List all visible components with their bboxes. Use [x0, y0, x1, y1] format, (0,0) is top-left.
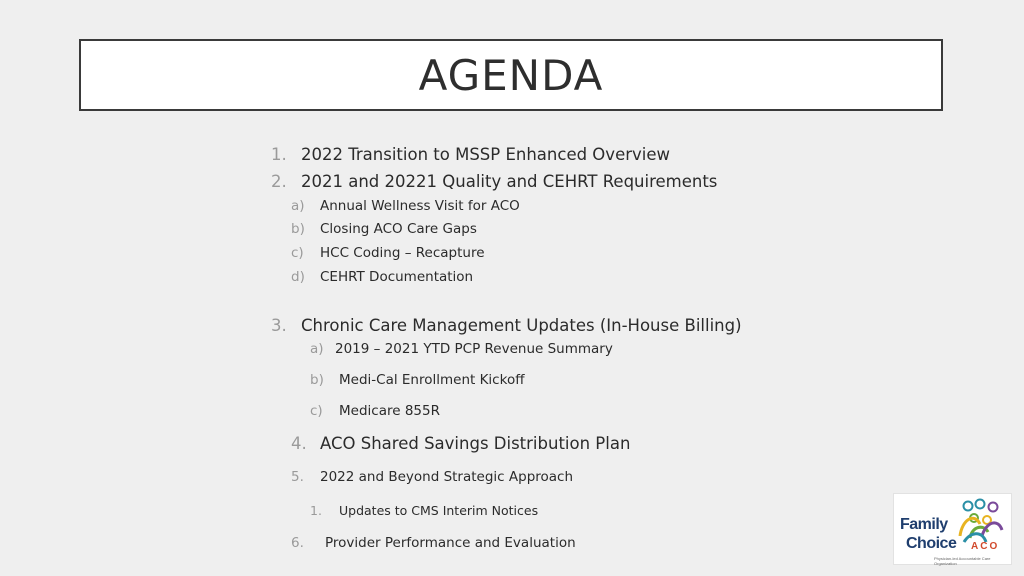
- agenda-item-number: 6.: [291, 535, 304, 551]
- agenda-item-number: d): [291, 269, 305, 285]
- agenda-item-text: Annual Wellness Visit for ACO: [320, 198, 520, 214]
- agenda-item-number: 3.: [271, 316, 287, 335]
- agenda-item-text: HCC Coding – Recapture: [320, 245, 485, 261]
- logo-word-aco: ACO: [971, 541, 1000, 552]
- agenda-item-text: Provider Performance and Evaluation: [325, 535, 576, 551]
- agenda-item-text: Updates to CMS Interim Notices: [339, 503, 539, 518]
- agenda-item-text: Medi-Cal Enrollment Kickoff: [339, 372, 525, 388]
- agenda-item-number: a): [291, 198, 305, 214]
- agenda-item-number: 5.: [291, 469, 304, 485]
- agenda-item-number: a): [310, 341, 324, 357]
- agenda-item-number: c): [291, 245, 304, 261]
- logo-word-family: Family: [900, 516, 948, 533]
- agenda-item-text: CEHRT Documentation: [320, 269, 474, 285]
- agenda-item-number: b): [310, 372, 324, 388]
- title-box: [79, 39, 943, 111]
- logo-word-choice: Choice: [906, 535, 957, 552]
- agenda-item-text: 2021 and 20221 Quality and CEHRT Requirements: [301, 172, 718, 191]
- agenda-item-text: 2019 – 2021 YTD PCP Revenue Summary: [335, 341, 613, 357]
- agenda-item-number: c): [310, 403, 323, 419]
- agenda-item-text: 2022 Transition to MSSP Enhanced Overview: [301, 145, 670, 164]
- agenda-item-text: 2022 and Beyond Strategic Approach: [320, 469, 574, 485]
- agenda-item-number: 1.: [271, 145, 287, 164]
- agenda-item-number: 4.: [291, 434, 307, 453]
- slide-title: AGENDA: [418, 50, 604, 100]
- agenda-item-text: Medicare 855R: [339, 403, 440, 419]
- agenda-item-number: 2.: [271, 172, 287, 191]
- agenda-item-number: 1.: [310, 503, 322, 518]
- family-choice-aco-logo: [893, 493, 1012, 565]
- agenda-item-text: ACO Shared Savings Distribution Plan: [320, 434, 631, 453]
- agenda-item-text: Closing ACO Care Gaps: [320, 221, 477, 237]
- logo-tagline: Physician-led Accountable Care Organization: [934, 556, 991, 566]
- agenda-item-text: Chronic Care Management Updates (In-House Billing): [301, 316, 742, 335]
- agenda-item-number: b): [291, 221, 305, 237]
